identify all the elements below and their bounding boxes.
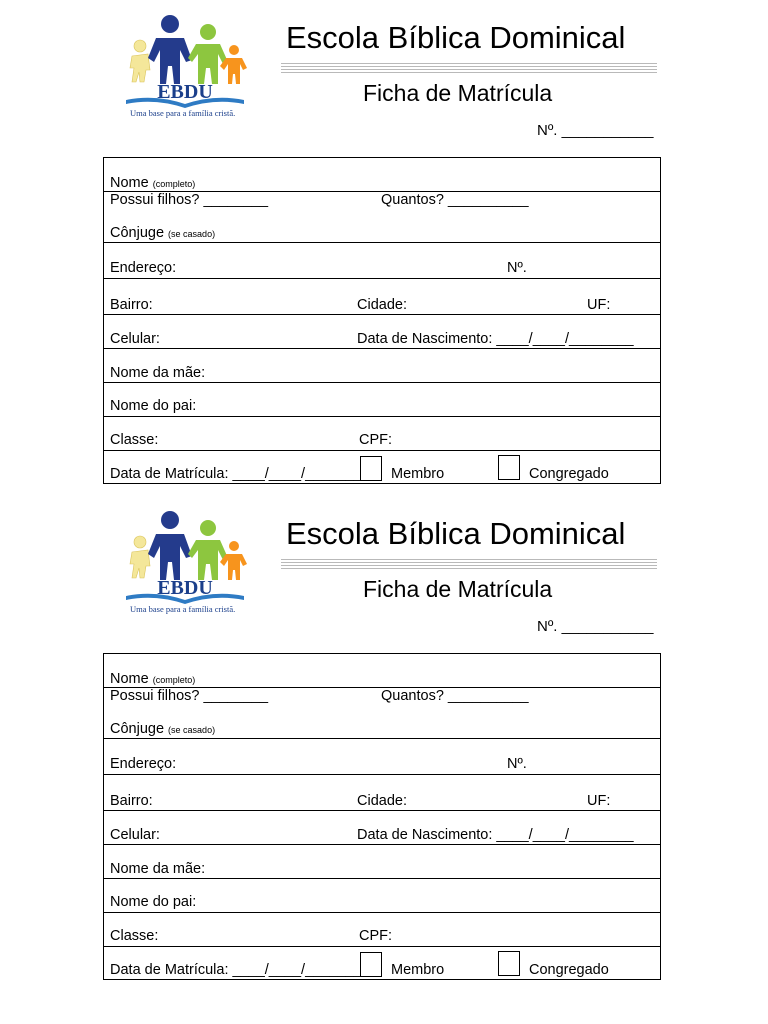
row-classe: [104, 417, 660, 451]
field-nascimento[interactable]: Data de Nascimento: ____/____/________: [357, 827, 634, 843]
row-filhos-conjuge: [104, 192, 660, 243]
form-table: [103, 653, 661, 980]
form-subtitle: Ficha de Matrícula: [363, 80, 553, 106]
row-matricula: [104, 451, 660, 483]
field-mae[interactable]: Nome da mãe:: [110, 365, 206, 381]
title-divider: [281, 63, 657, 75]
svg-text:EBDU: EBDU: [157, 81, 213, 103]
family-logo-icon: [120, 508, 250, 616]
field-uf[interactable]: UF:: [587, 297, 611, 313]
logo-tagline: Uma base para a família cristã.: [130, 108, 236, 118]
field-endereco-numero[interactable]: Nº.: [507, 260, 527, 276]
row-matricula: [104, 947, 660, 979]
form-subtitle: Ficha de Matrícula: [363, 576, 553, 602]
field-mae[interactable]: Nome da mãe:: [110, 861, 206, 877]
label-membro: Membro: [391, 466, 445, 482]
field-classe[interactable]: Classe:: [110, 928, 159, 944]
checkbox-congregado[interactable]: [498, 455, 520, 480]
field-cidade[interactable]: Cidade:: [357, 793, 407, 809]
field-conjuge[interactable]: Cônjuge (se casado): [110, 225, 216, 241]
row-bairro: [104, 775, 660, 811]
row-celular: [104, 811, 660, 845]
field-endereco[interactable]: Endereço:: [110, 260, 177, 276]
field-quantos[interactable]: Quantos? __________: [381, 688, 529, 704]
checkbox-membro[interactable]: [360, 456, 382, 481]
logo-tagline: Uma base para a família cristã.: [130, 604, 236, 614]
row-classe: [104, 913, 660, 947]
form-number-field[interactable]: Nº. ___________: [537, 618, 654, 635]
field-nome[interactable]: Nome (completo): [110, 175, 196, 191]
row-mae: [104, 845, 660, 879]
row-endereco: [104, 739, 660, 775]
row-filhos-conjuge: [104, 688, 660, 739]
title-divider: [281, 559, 657, 571]
row-mae: [104, 349, 660, 383]
enrollment-form-1: [0, 0, 768, 496]
label-congregado: Congregado: [529, 466, 609, 482]
row-nome: [104, 654, 660, 688]
field-filhos[interactable]: Possui filhos? ________: [110, 688, 269, 704]
field-endereco-numero[interactable]: Nº.: [507, 756, 527, 772]
field-cpf[interactable]: CPF:: [359, 928, 393, 944]
form-title: Escola Bíblica Dominical: [286, 516, 626, 551]
field-matricula[interactable]: Data de Matrícula: ____/____/________: [110, 466, 370, 482]
ebdu-logo: [120, 12, 250, 120]
field-nascimento[interactable]: Data de Nascimento: ____/____/________: [357, 331, 634, 347]
field-celular[interactable]: Celular:: [110, 827, 160, 843]
enrollment-form-2: [0, 496, 768, 992]
field-conjuge[interactable]: Cônjuge (se casado): [110, 721, 216, 737]
field-uf[interactable]: UF:: [587, 793, 611, 809]
form-number-field[interactable]: Nº. ___________: [537, 122, 654, 139]
field-bairro[interactable]: Bairro:: [110, 297, 153, 313]
row-pai: [104, 879, 660, 913]
row-bairro: [104, 279, 660, 315]
row-nome: [104, 158, 660, 192]
field-classe[interactable]: Classe:: [110, 432, 159, 448]
checkbox-congregado[interactable]: [498, 951, 520, 976]
row-endereco: [104, 243, 660, 279]
label-membro: Membro: [391, 962, 445, 978]
field-cpf[interactable]: CPF:: [359, 432, 393, 448]
form-title: Escola Bíblica Dominical: [286, 20, 626, 55]
family-logo-icon: [120, 12, 250, 120]
ebdu-logo: [120, 508, 250, 616]
field-pai[interactable]: Nome do pai:: [110, 894, 197, 910]
field-cidade[interactable]: Cidade:: [357, 297, 407, 313]
row-celular: [104, 315, 660, 349]
label-congregado: Congregado: [529, 962, 609, 978]
field-matricula[interactable]: Data de Matrícula: ____/____/________: [110, 962, 370, 978]
field-pai[interactable]: Nome do pai:: [110, 398, 197, 414]
field-endereco[interactable]: Endereço:: [110, 756, 177, 772]
checkbox-membro[interactable]: [360, 952, 382, 977]
field-bairro[interactable]: Bairro:: [110, 793, 153, 809]
field-celular[interactable]: Celular:: [110, 331, 160, 347]
field-quantos[interactable]: Quantos? __________: [381, 192, 529, 208]
form-table: [103, 157, 661, 484]
field-filhos[interactable]: Possui filhos? ________: [110, 192, 269, 208]
svg-text:EBDU: EBDU: [157, 577, 213, 599]
field-nome[interactable]: Nome (completo): [110, 671, 196, 687]
row-pai: [104, 383, 660, 417]
